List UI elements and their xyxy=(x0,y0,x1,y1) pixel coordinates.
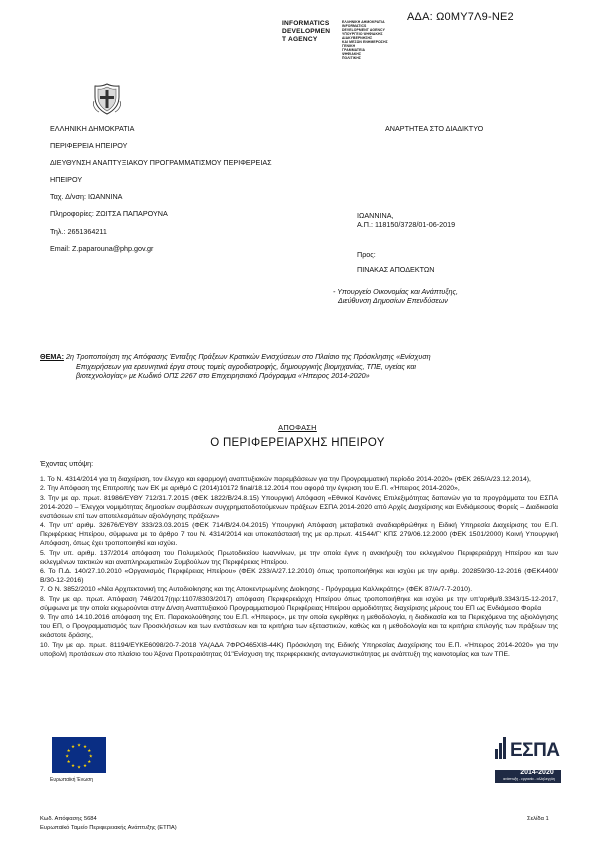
eu-label: Ευρωπαϊκή Ένωση xyxy=(50,777,93,783)
sender-line: ΕΛΛΗΝΙΚΗ ΔΗΜΟΚΡΑΤΙΑ xyxy=(50,124,135,133)
svg-text:★: ★ xyxy=(65,754,70,760)
footer-left xyxy=(40,815,177,833)
footer-line: Κωδ. Απόφασης 5684 xyxy=(40,816,97,822)
eu-flag-icon xyxy=(52,737,106,773)
list-item: 4. Την υπ' αριθμ. 32676/ΕΥΘΥ 333/23.03.2015 (ΦΕΚ 714/Β/24.04.2015) Υπουργική Απόφαση μεταβατικά αναδιαρθρώθηκε η Ειδική Υπηρεσία Διαχείρισης του Ε.Π. Περιφέρειας Ηπείρου, σύμφωνα με το άρθρο 7 του Ν. 4314/2014 και υποκατάστασή της με αρ.πρωτ. 41544/Γ' ΚΠΣ 279/06.12.2000 (ΦΕΚ 1501/2000) Κοινή Υπουργική Απόφαση, όπως έχει τροποποιηθεί και ισχύει. xyxy=(40,522,558,548)
list-item: 5. Την υπ. αριθμ. 137/2014 απόφαση του Πολυμελούς Πρωτοδικείου Ιωαννίνων, με την οποία έγινε η ανακήρυξη του εκλεγμένου Περιφερειάρχη Ηπείρου και των εκλεγμένων τακτικών και αναπληρωματικών Συμβούλων της Περιφέρειας Ηπείρου. xyxy=(40,549,558,566)
subject-line: Επιχειρήσεων για ερευνητικά έργα στους τομείς αγροδιατροφής, δημιουργικής βιομηχανίας, ΤΠΕ, υγείας και xyxy=(76,362,417,371)
subject-line: βιοτεχνολογίας» με Κωδικό ΟΠΣ 2267 στο Επιχειρησιακό Πρόγραμμα «Ήπειρος 2014-2020» xyxy=(76,371,370,380)
sender-line: Πληροφορίες: ΖΩΙΤΣΑ ΠΑΠΑΡΟΥΝΑ xyxy=(50,209,168,219)
ida-logo-line: T AGENCY xyxy=(282,36,318,43)
svg-text:★: ★ xyxy=(76,765,82,771)
list-item: 9. Την από 14.10.2016 απόφαση της Επ. Παρακολούθησης του Ε.Π. «Ήπειρος», με την οποία εγκρίθηκε η μεθοδολογία, η διαδικασία και τα Περιεχόμενα της αξιολόγησης του ΕΠ, ο Προγραμματισμός των Προσκλήσεων και των ενστάσεων και τα κριτήρια των εξεταστικών, καθώς και η μεθοδολογία και τα κριτήρια επιλογής των πράξεων της εκάστοτε δράσης, xyxy=(40,614,558,640)
recipient-line: Διεύθυνση Δημοσίων Επενδύσεων xyxy=(338,296,448,305)
list-item: 2. Την Απόφαση της Επιτροπής των ΕΚ με αριθμό C (2014)10172 final/18.12.2014 που αφορά την έγκριση του Ε.Π. «Ήπειρος 2014-2020», xyxy=(40,485,460,493)
list-item: 3. Την με αρ. πρωτ. 81986/ΕΥΘΥ 712/31.7.2015 (ΦΕΚ 1822/Β/24.8.15) Υπουργική Απόφαση «Εθνικοί Κανόνες Επιλεξιμότητας δαπανών για τα προγράμματα του ΕΣΠΑ 2014-2020 – Έλεγχοι νομιμότητας δημοσίων συμβάσεων συγχρηματοδοτούμενων πράξεων ΕΣΠΑ 2014-2020 από Αρχές Διαχείρισης και Ενδιάμεσους Φορείς – Διαδικασία ενστάσεων επί των αποτελεσμάτων αξιολόγησης πράξεων» xyxy=(40,494,558,520)
greek-coat-of-arms-icon xyxy=(92,83,122,120)
list-item: 10. Την με αρ. πρωτ. 81194/ΕΥΚΕ6098/20-7-2018 ΥΑ(ΑΔΑ 7ΦΡΟ465ΧΙ8-44Κ) Πρόσκληση της Ειδικής Υπηρεσίας Διαχείρισης του Ε.Π. «Ήπειρος 2014-2020» για την υποβολή προτάσεων στο πλαίσιο του Άξονα Προτεραιότητας 01"Ενίσχυση της περιφερειακής ανταγωνιστικότητας με ανάπτυξη της καινοτομίας και των ΤΠΕ. xyxy=(40,641,558,658)
svg-text:★: ★ xyxy=(66,749,71,754)
list-item: 8. Την με αρ. πρωτ. Απόφαση 746/2017(ηιρ:1107/8303/2017) απόφαση Περιφερειάρχη Ηπείρου όπως τροποποιήθηκε και ισχύει με την υπ'αριθμ/8.3343/15-12-2017, σύμφωνα με την οποία εκχωρούνται στην Δ/νση Αναπτυξιακού Προγραμματισμού Περιφέρειας Ηπείρου αρμοδιότητες διαχείρισης μέρους του ΕΠ ως Ενδιάμεσο Φορέα xyxy=(40,595,558,612)
ida-small-line: ΨΗΦΙΑΚΗΣ xyxy=(342,52,362,56)
list-item: 1. Το Ν. 4314/2014 για τη διαχείριση, τον έλεγχο και εφαρμογή αναπτυξιακών παρεμβάσεων για την Προγραμματική περίοδο 2014-2020» (ΦΕΚ 265/Α/23.12.2014), xyxy=(40,476,531,483)
sender-line: Τηλ.: 2651364211 xyxy=(50,226,107,236)
sender-line: Ταχ. Δ/νση: ΙΩΑΝΝΙΝΑ xyxy=(50,192,123,202)
to-value: ΠΙΝΑΚΑΣ ΑΠΟΔΕΚΤΩΝ xyxy=(357,265,435,274)
sender-line: ΔΙΕΥΘΥΝΣΗ ΑΝΑΠΤΥΞΙΑΚΟΥ ΠΡΟΓΡΑΜΜΑΤΙΣΜΟΥ ΠΕΡΙΦΕΡΕΙΑΣ xyxy=(50,158,272,168)
svg-text:★: ★ xyxy=(70,745,76,750)
sender-block xyxy=(50,124,272,261)
ida-small-line: ΓΡΑΜΜΑΤΕΙΑ xyxy=(342,48,366,52)
espa-title: ΕΣΠΑ xyxy=(510,740,560,761)
protocol-number: Α.Π.: 118150/3728/01-06-2019 xyxy=(357,220,456,229)
ida-small-line: ΥΠΟΥΡΓΕΙΟ ΨΗΦΙΑΚΗΣ xyxy=(342,32,383,36)
ada-code: ΑΔΑ: Ω0ΜΥ7Λ9-ΝΕ2 xyxy=(407,11,514,23)
decision-title: Ο ΠΕΡΙΦΕΡΕΙΑΡΧΗΣ ΗΠΕΙΡΟΥ xyxy=(210,437,385,449)
svg-text:★: ★ xyxy=(87,749,92,754)
ida-small-line: DEVELOPMENT AGENCY xyxy=(342,28,385,32)
svg-text:★: ★ xyxy=(88,754,93,760)
svg-text:★: ★ xyxy=(66,760,71,765)
svg-text:★: ★ xyxy=(82,764,88,769)
publish-notice: ΑΝΑΡΤΗΤΕΑ ΣΤΟ ΔΙΑΔΙΚΤΥΟ xyxy=(385,124,484,133)
intro-text: Έχοντας υπόψη: xyxy=(40,459,94,468)
considerations-list xyxy=(40,475,558,659)
ida-small-line: INFORMATICS xyxy=(342,24,367,28)
svg-text:★: ★ xyxy=(82,745,88,750)
place: ΙΩΑΝΝΙΝΑ, xyxy=(357,211,394,220)
ida-small-line: ΓΕΝΙΚΗ xyxy=(342,44,356,48)
espa-tagline: ανάπτυξη - εργασία - αλληλεγγύη xyxy=(503,777,555,781)
ida-logo-line: INFORMATICS xyxy=(282,20,330,27)
svg-text:★: ★ xyxy=(70,764,76,769)
sender-line: ΠΕΡΙΦΕΡΕΙΑ ΗΠΕΙΡΟΥ xyxy=(50,141,128,151)
list-item: 7. Ο Ν. 3852/2010 «Νέα Αρχιτεκτονική της Αυτοδιοίκησης και της Αποκεντρωμένης Διοίκησης - Πρόγραμμα Καλλικράτης» (ΦΕΚ 87/Α/7-7-2010). xyxy=(40,586,473,594)
subject-label-text: ΘΕΜΑ: xyxy=(40,352,64,361)
svg-text:★: ★ xyxy=(87,760,92,765)
decision-label: ΑΠΟΦΑΣΗ xyxy=(278,423,317,432)
footer-line: Ευρωπαϊκό Ταμείο Περιφερειακής Ανάπτυξης (ΕΤΠΑ) xyxy=(40,825,177,831)
to-label: Προς: xyxy=(357,250,376,259)
sender-line: ΗΠΕΙΡΟΥ xyxy=(50,175,83,185)
ida-small-line: ΕΛΛΗΝΙΚΗ ΔΗΜΟΚΡΑΤΙΑ xyxy=(342,20,385,24)
svg-text:★: ★ xyxy=(76,743,82,749)
sender-email[interactable]: Email: Z.paparouna@php.gov.gr xyxy=(50,243,154,253)
ida-small-line: ΔΙΑΚΥΒΕΡΝΗΣΗΣ xyxy=(342,36,373,40)
ida-small-line: ΚΑΙ ΜΕΣΩΝ ΕΝΗΜΕΡΩΣΗΣ xyxy=(342,40,388,44)
subject-label xyxy=(40,352,431,361)
page-number xyxy=(527,815,549,824)
ida-logo xyxy=(282,20,342,44)
subject-line: 2η Τροποποίηση της Απόφασης Ένταξης Πράξεων Κρατικών Ενισχύσεων στο Πλαίσιο της Πρόσκλησης «Ενίσχυση xyxy=(65,352,431,361)
page-number-text: Σελίδα 1 xyxy=(527,816,549,822)
espa-years: 2014-2020 xyxy=(520,769,554,776)
ida-logo-line: DEVELOPMEN xyxy=(282,28,331,35)
ida-logo-small-text xyxy=(342,20,412,60)
ida-small-line: ΠΟΛΙΤΙΚΗΣ xyxy=(342,56,362,60)
recipient-line: - Υπουργείο Οικονομίας και Ανάπτυξης, xyxy=(333,287,459,296)
list-item: 6. Το Π.Δ. 140/27.10.2010 «Οργανισμός Περιφέρειας Ηπείρου» (ΦΕΚ 233/Α/27.12.2010) όπως τροποποιήθηκε και ισχύει με την αριθμ. 202859/30-12-2016 (ΦΕΚ4400/Β/30-12-2016) xyxy=(40,567,558,584)
